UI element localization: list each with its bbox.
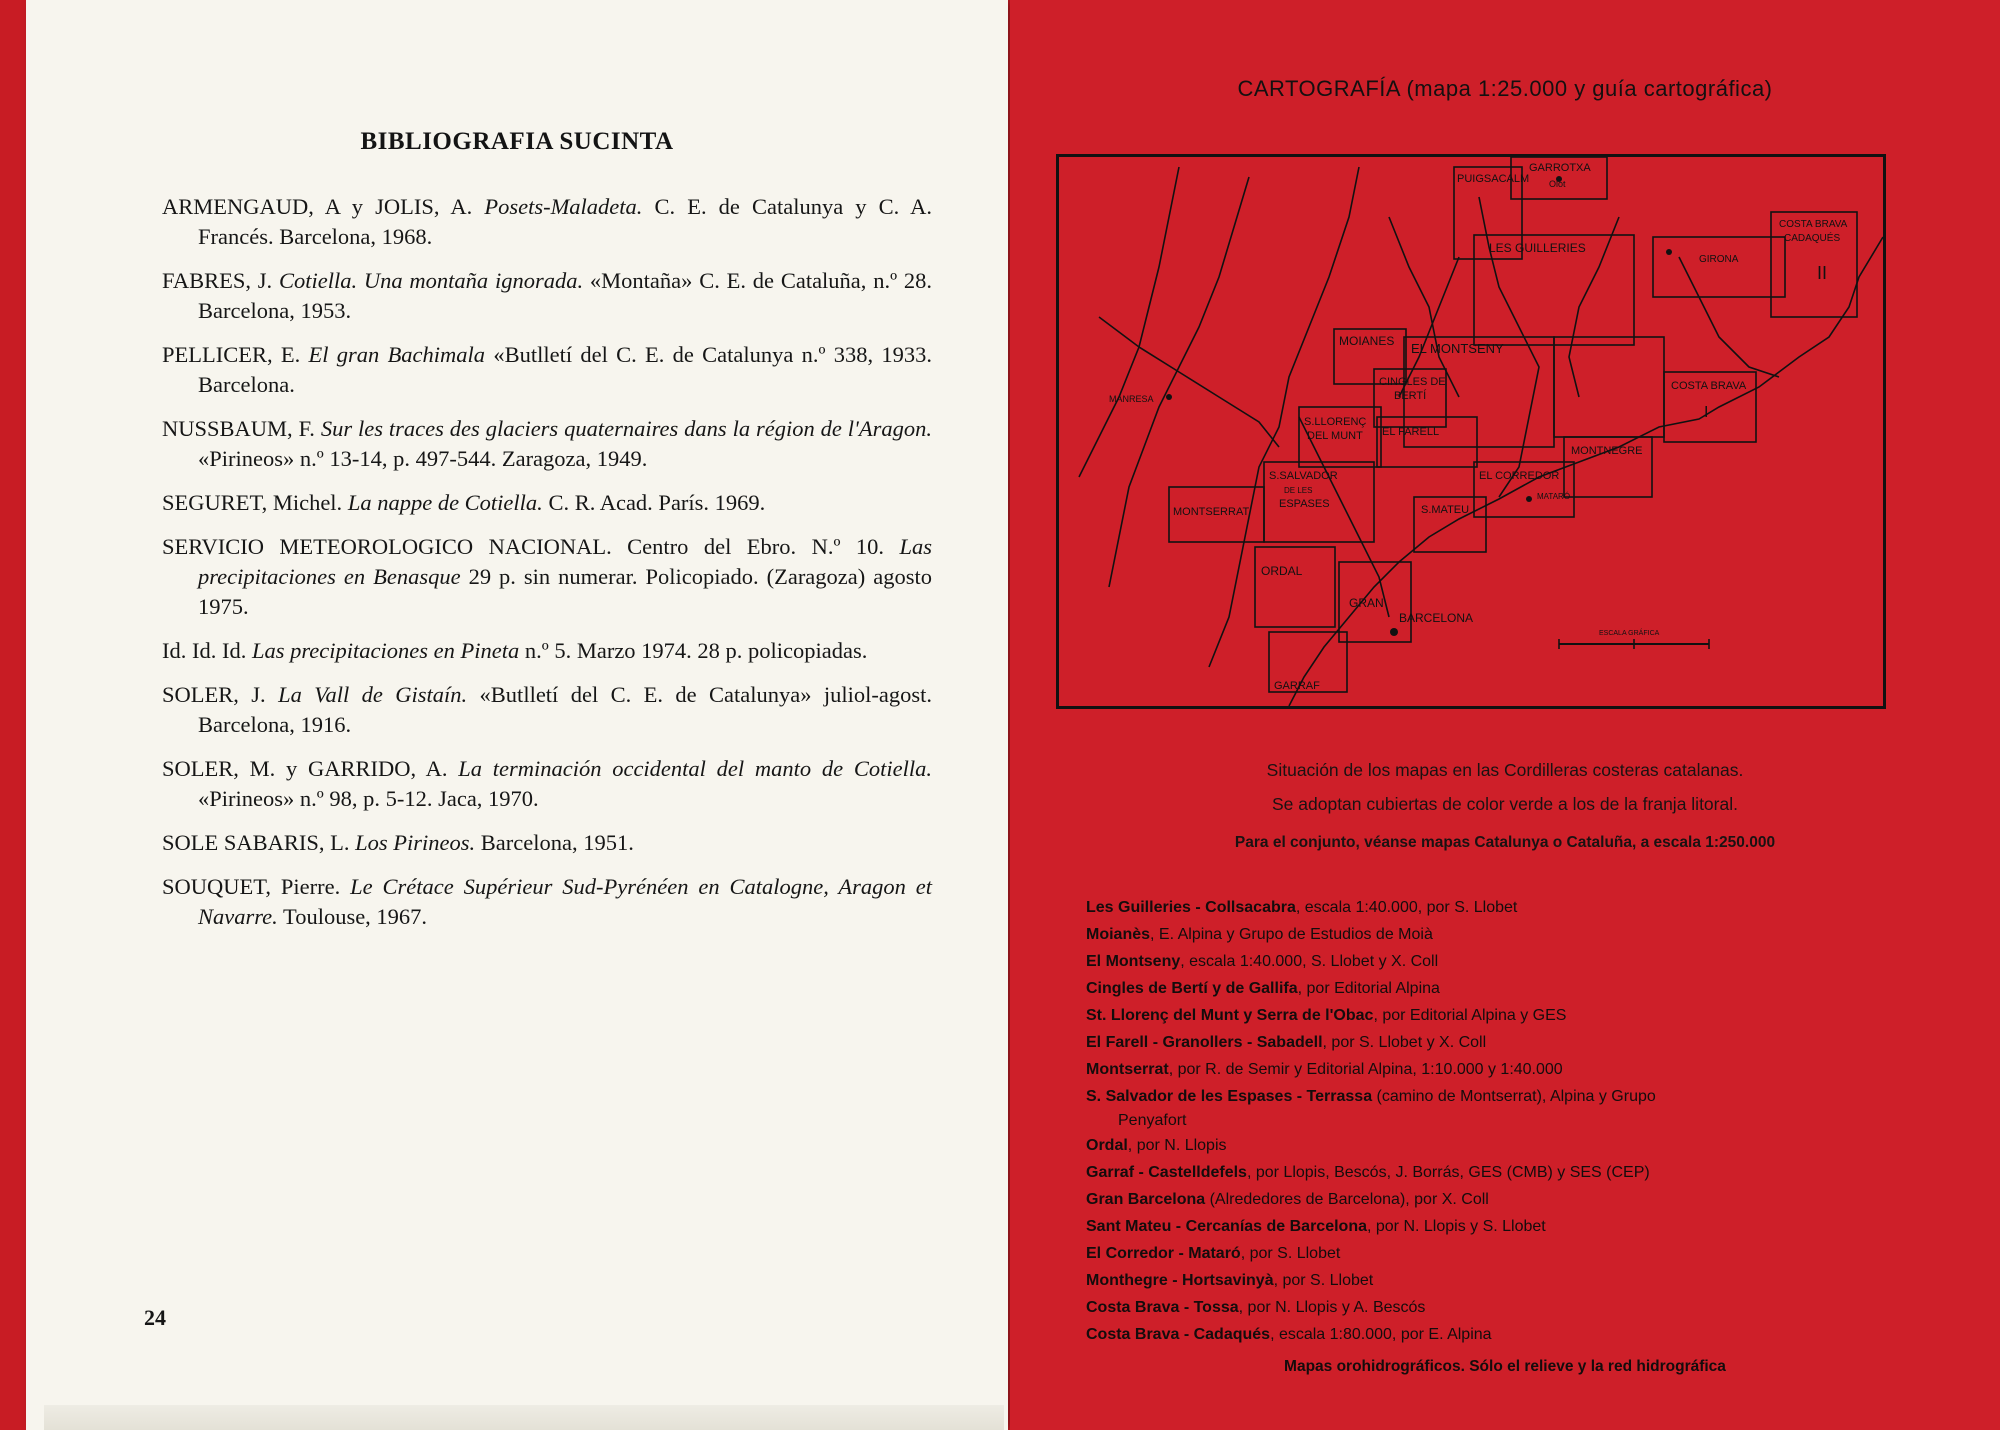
- map-label: GARRAF: [1274, 680, 1320, 692]
- map-caption: Se adoptan cubiertas de color verde a los de la franja litoral.: [1272, 794, 1738, 814]
- list-item: El Corredor - Mataró, por S. Llobet: [1086, 1245, 1341, 1262]
- bibliography-entry: FABRES, J. Cotiella. Una montaña ignorada. «Montaña» C. E. de Cataluña, n.º 28. Barcelona, 1953.: [162, 268, 932, 323]
- list-item: Gran Barcelona (Alrededores de Barcelona), por X. Coll: [1086, 1191, 1489, 1208]
- map-label: LES GUILLERIES: [1489, 241, 1586, 255]
- map-label: DE LES: [1284, 486, 1313, 495]
- map-label: Olot: [1549, 179, 1566, 189]
- map-list: [1086, 894, 1966, 1348]
- right-page: [1010, 0, 2000, 1430]
- river: [1099, 317, 1279, 447]
- map-label: I: [1704, 404, 1709, 421]
- list-item: Ordal, por N. Llopis: [1086, 1137, 1227, 1154]
- bibliography-entry: SOUQUET, Pierre. Le Crétace Supérieur Sud-Pyrénéen en Catalogne, Aragon et Navarre. Toulouse, 1967.: [162, 874, 932, 929]
- map-label: ESCALA GRÁFICA: [1599, 630, 1660, 637]
- river: [1079, 167, 1179, 477]
- map-label: II: [1817, 263, 1828, 283]
- map-label: COSTA BRAVA: [1779, 219, 1848, 230]
- page-edge: [44, 1405, 1004, 1430]
- bibliography-entry: SOLE SABARIS, L. Los Pirineos. Barcelona, 1951.: [162, 830, 634, 855]
- list-item: Sant Mateu - Cercanías de Barcelona, por N. Llopis y S. Llobet: [1086, 1218, 1546, 1235]
- river: [1389, 217, 1459, 397]
- river: [1679, 257, 1779, 377]
- bibliography-entry: NUSSBAUM, F. Sur les traces des glaciers quaternaires dans la région de l'Aragon. «Pirineos» n.º 13-14, p. 497-544. Zaragoza, 1949.: [162, 416, 932, 471]
- map-label: DEL MUNT: [1307, 430, 1363, 442]
- map-sheet-ordal: [1255, 547, 1335, 627]
- map-label: GRAN: [1349, 596, 1384, 610]
- map-label: EL MONTSENY: [1411, 341, 1504, 356]
- map-caption: Situación de los mapas en las Cordilleras costeras catalanas.: [1266, 760, 1744, 780]
- bibliography-entry: Id. Id. Id. Las precipitaciones en Pineta n.º 5. Marzo 1974. 28 p. policopiadas.: [162, 638, 868, 663]
- list-item: Costa Brava - Cadaqués, escala 1:80.000, por E. Alpina: [1086, 1326, 1492, 1343]
- map-caption-scale-note: Para el conjunto, véanse mapas Catalunya o Cataluña, a escala 1:250.000: [1234, 834, 1776, 851]
- list-item: El Montseny, escala 1:40.000, S. Llobet y X. Coll: [1086, 953, 1439, 970]
- river: [1109, 177, 1249, 587]
- left-page: [26, 0, 1008, 1430]
- bibliography-entry: SEGURET, Michel. La nappe de Cotiella. C. R. Acad. París. 1969.: [162, 490, 766, 515]
- bibliography-list: [162, 192, 932, 946]
- map-label: S.SALVADOR: [1269, 470, 1338, 482]
- map-label: BARCELONA: [1399, 611, 1474, 625]
- bibliography-title: BIBLIOGRAFIA SUCINTA: [360, 128, 674, 155]
- bibliography-entry: ARMENGAUD, A y JOLIS, A. Posets-Maladeta. C. E. de Catalunya y C. A. Francés. Barcelona, 1968.: [162, 194, 932, 249]
- bibliography-entry: SOLER, J. La Vall de Gistaín. «Butlletí del C. E. de Catalunya» juliol-agost. Barcelona, 1916.: [162, 682, 933, 737]
- map-label: BERTÍ: [1394, 390, 1427, 402]
- list-item: Montserrat, por R. de Semir y Editorial Alpina, 1:10.000 y 1:40.000: [1086, 1061, 1563, 1078]
- map-label: ESPASES: [1279, 498, 1330, 510]
- map-label: EL CORREDOR: [1479, 470, 1560, 482]
- map-label: MATARÓ: [1537, 492, 1571, 501]
- list-item: Garraf - Castelldefels, por Llopis, Bescós, J. Borrás, GES (CMB) y SES (CEP): [1086, 1164, 1650, 1181]
- list-item: Moianès, E. Alpina y Grupo de Estudios de Moià: [1086, 926, 1433, 943]
- map-sheet-farell: [1377, 417, 1477, 467]
- bibliography-entry: SOLER, M. y GARRIDO, A. La terminación occidental del manto de Cotiella. «Pirineos» n.º 98, p. 5-12. Jaca, 1970.: [162, 756, 932, 811]
- map-label: CADAQUÉS: [1784, 233, 1841, 244]
- map-label: S.MATEU: [1421, 504, 1470, 516]
- list-item: Cingles de Bertí y de Gallifa, por Editorial Alpina: [1086, 980, 1440, 997]
- map-drawing: [1059, 157, 1883, 706]
- map-label: EL FARELL: [1382, 426, 1440, 438]
- cartography-title: CARTOGRAFÍA (mapa 1:25.000 y guía cartográfica): [1237, 76, 1773, 101]
- map-label: S.LLORENÇ: [1304, 416, 1367, 428]
- map-label: CINGLES DE: [1379, 376, 1446, 388]
- map-label: GARROTXA: [1529, 162, 1591, 174]
- map-label: MONTSERRAT: [1173, 506, 1250, 518]
- list-item: S. Salvador de les Espases - Terrassa (camino de Montserrat), Alpina y Grupo Penyafort: [1086, 1088, 1656, 1129]
- bibliography-entry: PELLICER, E. El gran Bachimala «Butlletí del C. E. de Catalunya n.º 338, 1933. Barcelona.: [162, 342, 933, 397]
- list-item: Les Guilleries - Collsacabra, escala 1:40.000, por S. Llobet: [1086, 899, 1518, 916]
- coastline: [1289, 237, 1883, 706]
- map-label: MOIANES: [1339, 334, 1395, 348]
- map-figure: [1056, 154, 1886, 709]
- list-item: St. Llorenç del Munt y Serra de l'Obac, por Editorial Alpina y GES: [1086, 1007, 1567, 1024]
- page-number: 24: [144, 1305, 166, 1330]
- map-label: MONTNEGRE: [1571, 445, 1643, 457]
- river: [1299, 417, 1389, 617]
- list-item: El Farell - Granollers - Sabadell, por S. Llobet y X. Coll: [1086, 1034, 1487, 1051]
- map-label: ORDAL: [1261, 564, 1303, 578]
- map-label: GIRONA: [1699, 254, 1739, 265]
- final-note: Mapas orohidrográficos. Sólo el relieve y la red hidrográfica: [1284, 1358, 1726, 1375]
- map-sheet-girona: [1653, 237, 1785, 297]
- map-label: MANRESA: [1109, 394, 1154, 404]
- bibliography-entry: SERVICIO METEOROLOGICO NACIONAL. Centro del Ebro. N.º 10. Las precipitaciones en Benasque 29 p. sin numerar. Policopiado. (Zaragoza) agosto 1975.: [162, 534, 932, 619]
- map-label: COSTA BRAVA: [1671, 380, 1747, 392]
- list-item: Monthegre - Hortsavinyà, por S. Llobet: [1086, 1272, 1374, 1289]
- list-item: Costa Brava - Tossa, por N. Llopis y A. Bescós: [1086, 1299, 1426, 1316]
- map-label: PUIGSACALM: [1457, 173, 1530, 185]
